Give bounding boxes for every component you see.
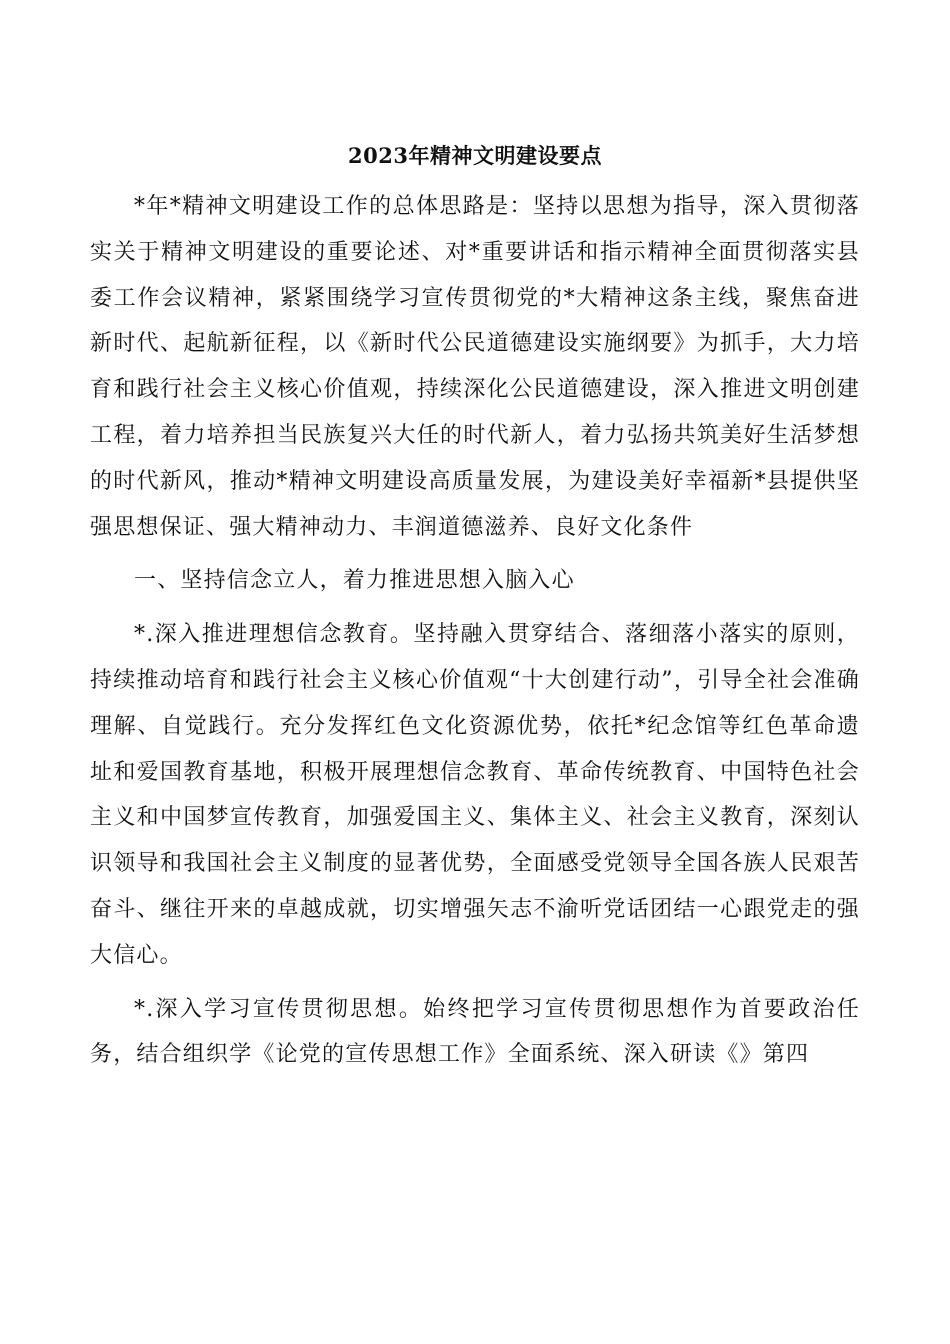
intro-paragraph: *年*精神文明建设工作的总体思路是：坚持以思想为指导，深入贯彻落实关于精神文明建设的重要论述、对*重要讲话和指示精神全面贯彻落实县委工作会议精神，紧紧围绕学习宣传贯彻党的*大精神这条主线，聚焦奋进新时代、起航新征程，以《新时代公民道德建设实施纲要》为抓手，大力培育和践行社会主义核心价值观，持续深化公民道德建设，深入推进文明创建工程，着力培养担当民族复兴大任的时代新人，着力弘扬共筑美好生活梦想的时代新风，推动*精神文明建设高质量发展，为建设美好幸福新*县提供坚强思想保证、强大精神动力、丰润道德滋养、良好文化条件 — [90, 194, 860, 540]
item-paragraph-1: *.深入推进理想信念教育。坚持融入贯穿结合、落细落小落实的原则，持续推动培育和践行社会主义核心价值观“十大创建行动”，引导全社会准确理解、自觉践行。充分发挥红色文化资源优势，依托*纪念馆等红色革命遗址和爱国教育基地，积极开展理想信念教育、革命传统教育、中国特色社会主义和中国梦宣传教育，加强爱国主义、集体主义、社会主义教育，深刻认识领导和我国社会主义制度的显著优势，全面感受党领导全国各族人民艰苦奋斗、继往开来的卓越成就，切实增强矢志不渝听党话团结一心跟党走的强大信心。 — [90, 622, 860, 968]
section-heading: 一、坚持信念立人，着力推进思想入脑入心 — [134, 568, 575, 594]
document-page — [90, 138, 860, 1078]
item-paragraph-2: *.深入学习宣传贯彻思想。始终把学习宣传贯彻思想作为首要政治任务，结合组织学《论党的宣传思想工作》全面系统、深入研读《》第四 — [90, 996, 860, 1068]
document-title: 2023年精神文明建设要点 — [348, 143, 602, 168]
